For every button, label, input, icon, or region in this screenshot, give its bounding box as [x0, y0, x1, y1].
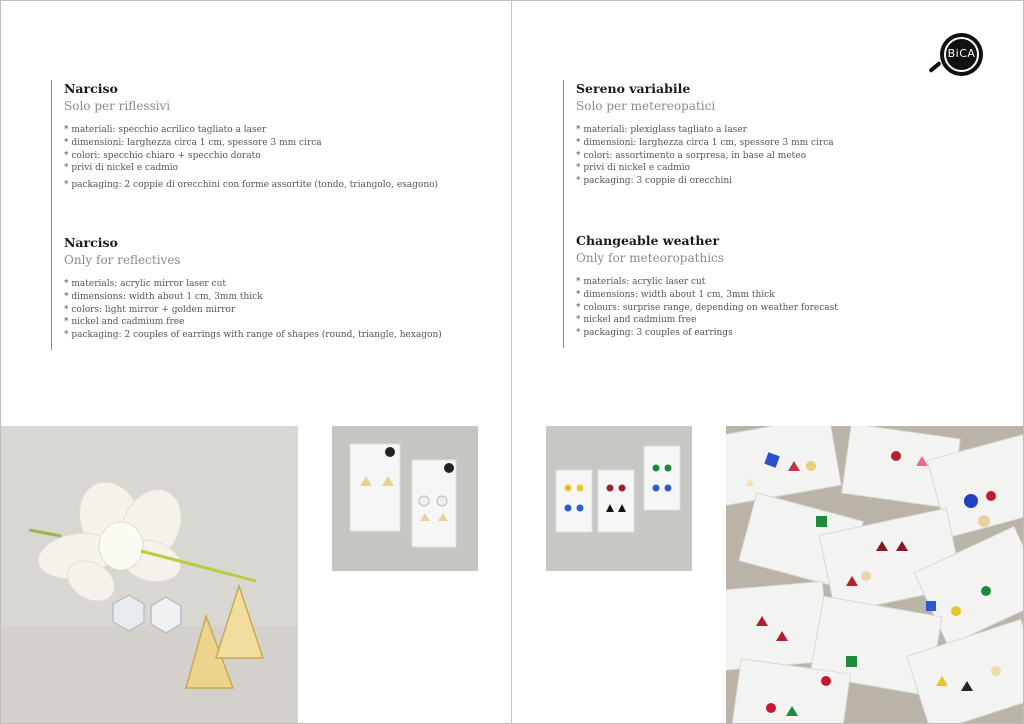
- right-en-subtitle: Only for meteoropathics: [576, 251, 724, 265]
- photo-sereno-cards: [546, 426, 692, 571]
- spec-line: * materiali: specchio acrilico tagliato a laser: [64, 125, 267, 135]
- photo-flower-earrings: [1, 426, 298, 723]
- spec-line: * privi di nickel e cadmio: [576, 163, 691, 174]
- right-it-title: Sereno variabile: [576, 81, 691, 96]
- left-it-specs: [64, 124, 438, 192]
- spec-line: * packaging: 2 couples of earrings with range of shapes (round, triangle, hexagon): [64, 330, 442, 341]
- spec-line: * privi di nickel e cadmio: [64, 163, 179, 174]
- spec-line: * packaging: 3 couples of earrings: [576, 328, 733, 339]
- page-spine: [511, 0, 512, 724]
- left-it-title: Narciso: [64, 81, 118, 96]
- spec-line: * dimensions: width about 1 cm, 3mm thick: [64, 291, 263, 302]
- spec-line: * dimensions: width about 1 cm, 3mm thick: [576, 289, 775, 300]
- spec-line: * colori: specchio chiaro + specchio dorato: [64, 150, 261, 161]
- left-it-text: [64, 81, 438, 192]
- spec-line: * materiali: plexiglass tagliato a laser: [576, 125, 747, 135]
- spec-line: * materials: acrylic mirror laser cut: [64, 279, 226, 289]
- spec-line: * nickel and cadmium free: [576, 315, 697, 326]
- spec-line: * materials: acrylic laser cut: [576, 277, 706, 287]
- spec-line: * colors: light mirror + golden mirror: [64, 304, 236, 315]
- photo-narciso-cards: [332, 426, 478, 571]
- left-en-specs: [64, 278, 442, 342]
- logo-text: BiCA: [947, 47, 976, 60]
- spec-line: * dimensioni: larghezza circa 1 cm, spessore 3 mm circa: [576, 137, 834, 148]
- spec-line: * colours: surprise range, depending on weather forecast: [576, 302, 838, 313]
- spec-line: * dimensioni: larghezza circa 1 cm, spessore 3 mm circa: [64, 137, 322, 148]
- right-block: [563, 80, 564, 348]
- spec-line: * colori: assortimento a sorpresa, in base al meteo: [576, 150, 807, 161]
- right-en-title: Changeable weather: [576, 233, 720, 248]
- left-it-block: [51, 80, 52, 350]
- right-en-text: [576, 233, 838, 340]
- right-en-specs: [576, 276, 838, 340]
- photo-card-pile: [726, 426, 1023, 723]
- spec-line: * nickel and cadmium free: [64, 317, 185, 328]
- bica-logo: [940, 33, 983, 76]
- right-it-subtitle: Solo per metereopatici: [576, 99, 716, 113]
- right-it-specs: [576, 124, 834, 188]
- left-en-subtitle: Only for reflectives: [64, 253, 181, 267]
- left-en-title: Narciso: [64, 235, 118, 250]
- left-it-subtitle: Solo per riflessivi: [64, 99, 171, 113]
- spec-line: * packaging: 3 coppie di orecchini: [576, 176, 733, 187]
- right-it-text: [576, 81, 834, 188]
- left-en-text: [64, 235, 442, 342]
- spec-line: * packaging: 2 coppie di orecchini con forme assortite (tondo, triangolo, esagono): [64, 180, 439, 191]
